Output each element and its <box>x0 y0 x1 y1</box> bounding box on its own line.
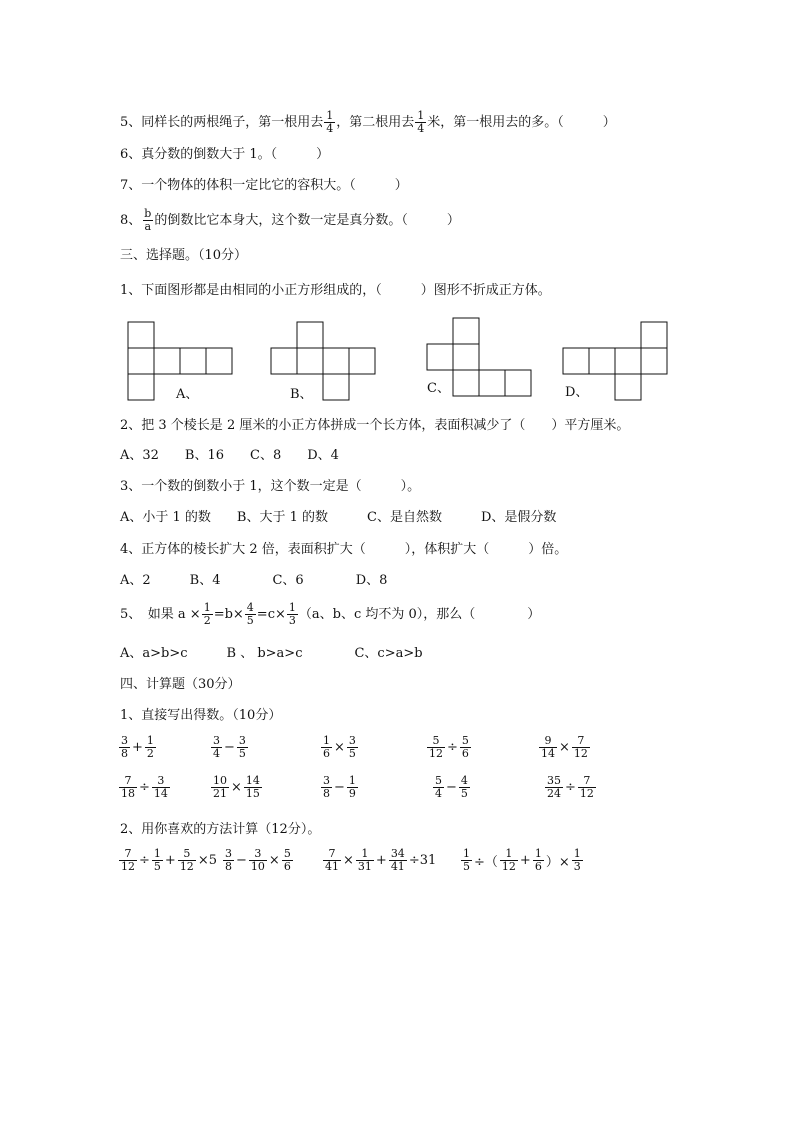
cube-net-figures <box>0 310 794 410</box>
choice-question-2-options: A、32 B、16 C、8 D、4 <box>120 448 339 463</box>
net-figure-a <box>128 322 232 402</box>
calc-expression: $\frac{3}{4}$ − $\frac{3}{5}$ <box>213 734 246 760</box>
choice-question-3-options: A、小于 1 的数 B、大于 1 的数 C、是自然数 D、是假分数 <box>120 510 557 525</box>
calc-question-1: 1、直接写出得数。（10分） <box>120 708 282 723</box>
calc-question-2: 2、用你喜欢的方法计算（12分）。 <box>120 822 321 837</box>
fraction: $\frac{1}{4}$ <box>326 109 334 135</box>
calc-expression: $\frac{7}{18}$ ÷ $\frac{3}{14}$ <box>121 774 168 800</box>
calc-expression: $\frac{35}{24}$ ÷ $\frac{7}{12}$ <box>547 774 594 800</box>
q5-text-a: 5、同样长的两根绳子，第一根用去 <box>120 115 324 130</box>
judge-question-5 <box>120 110 616 135</box>
net-figure-c <box>427 318 531 396</box>
label-c: C、 <box>427 381 450 396</box>
fraction: $\frac{b}{a}$ <box>144 207 152 233</box>
section-3-title: 三、选择题。（10分） <box>120 248 248 263</box>
q5-text-c: 米，第一根用去的多。（ ） <box>427 115 616 130</box>
calc-expression: $\frac{3}{8}$ − $\frac{1}{9}$ <box>323 774 356 800</box>
net-figure-d <box>563 322 667 400</box>
judge-question-8: 8、 $\frac{b}{a}$ 的倒数比它本身大，这个数一定是真分数。（ ） <box>120 207 460 233</box>
calc-expression: $\frac{5}{12}$ ÷ $\frac{5}{6}$ <box>429 734 469 760</box>
label-b: B、 <box>290 387 313 402</box>
fraction: $\frac{1}{2}$ <box>203 601 211 627</box>
fraction: $\frac{1}{3}$ <box>288 601 296 627</box>
calc-expression-2-3: $\frac{7}{41}$ × $\frac{1}{31}$ + $\frac{34}{41}$ ÷31 <box>325 847 437 873</box>
calc-expression-2-1: $\frac{7}{12}$ ÷ $\frac{1}{5}$ + $\frac{5}{12}$ ×5 <box>121 847 217 873</box>
choice-question-5: 5、 如果 a × $\frac{1}{2}$ =b× $\frac{4}{5}$ =c× $\frac{1}{3}$ （a、b、c 均不为 0），那么（ ） <box>120 601 541 627</box>
judge-question-7: 7、一个物体的体积一定比它的容积大。（ ） <box>120 178 408 193</box>
choice-question-3: 3、一个数的倒数小于 1，这个数一定是（ ）。 <box>120 479 421 494</box>
calc-expression-2-4: $\frac{1}{5}$ ÷（ $\frac{1}{12}$ + $\frac{1}{6}$ ）× $\frac{1}{3}$ <box>463 847 581 873</box>
fraction: $\frac{1}{4}$ <box>417 109 425 135</box>
label-a: A、 <box>176 387 199 402</box>
calc-expression: $\frac{10}{21}$ × $\frac{14}{15}$ <box>213 774 260 800</box>
choice-question-1: 1、下面图形都是由相同的小正方形组成的，（ ）图形不折成正方体。 <box>120 283 551 298</box>
label-d: D、 <box>565 385 589 400</box>
calc-expression: $\frac{3}{8}$ + $\frac{1}{2}$ <box>121 734 154 760</box>
net-figure-b <box>271 322 375 402</box>
calc-expression: $\frac{5}{4}$ − $\frac{4}{5}$ <box>435 774 468 800</box>
choice-question-2: 2、把 3 个棱长是 2 厘米的小正方体拼成一个长方体，表面积减少了（ ）平方厘米。 <box>120 418 630 433</box>
section-4-title: 四、计算题（30分） <box>120 677 241 692</box>
q5-text-b: ，第二根用去 <box>336 115 415 130</box>
calc-expression: $\frac{9}{14}$ × $\frac{7}{12}$ <box>541 734 588 760</box>
calc-expression: $\frac{1}{6}$ × $\frac{3}{5}$ <box>323 734 356 760</box>
judge-question-6: 6、真分数的倒数大于 1。（ ） <box>120 147 330 162</box>
choice-question-4-options: A、2 B、4 C、6 D、8 <box>120 573 388 588</box>
choice-question-5-options: A、a>b>c B 、 b>a>c C、c>a>b <box>120 646 423 661</box>
choice-question-4: 4、正方体的棱长扩大 2 倍，表面积扩大（ ），体积扩大（ ）倍。 <box>120 542 568 557</box>
fraction: $\frac{4}{5}$ <box>246 601 254 627</box>
calc-expression-2-2: $\frac{3}{8}$ − $\frac{3}{10}$ × $\frac{5}{6}$ <box>225 847 291 873</box>
